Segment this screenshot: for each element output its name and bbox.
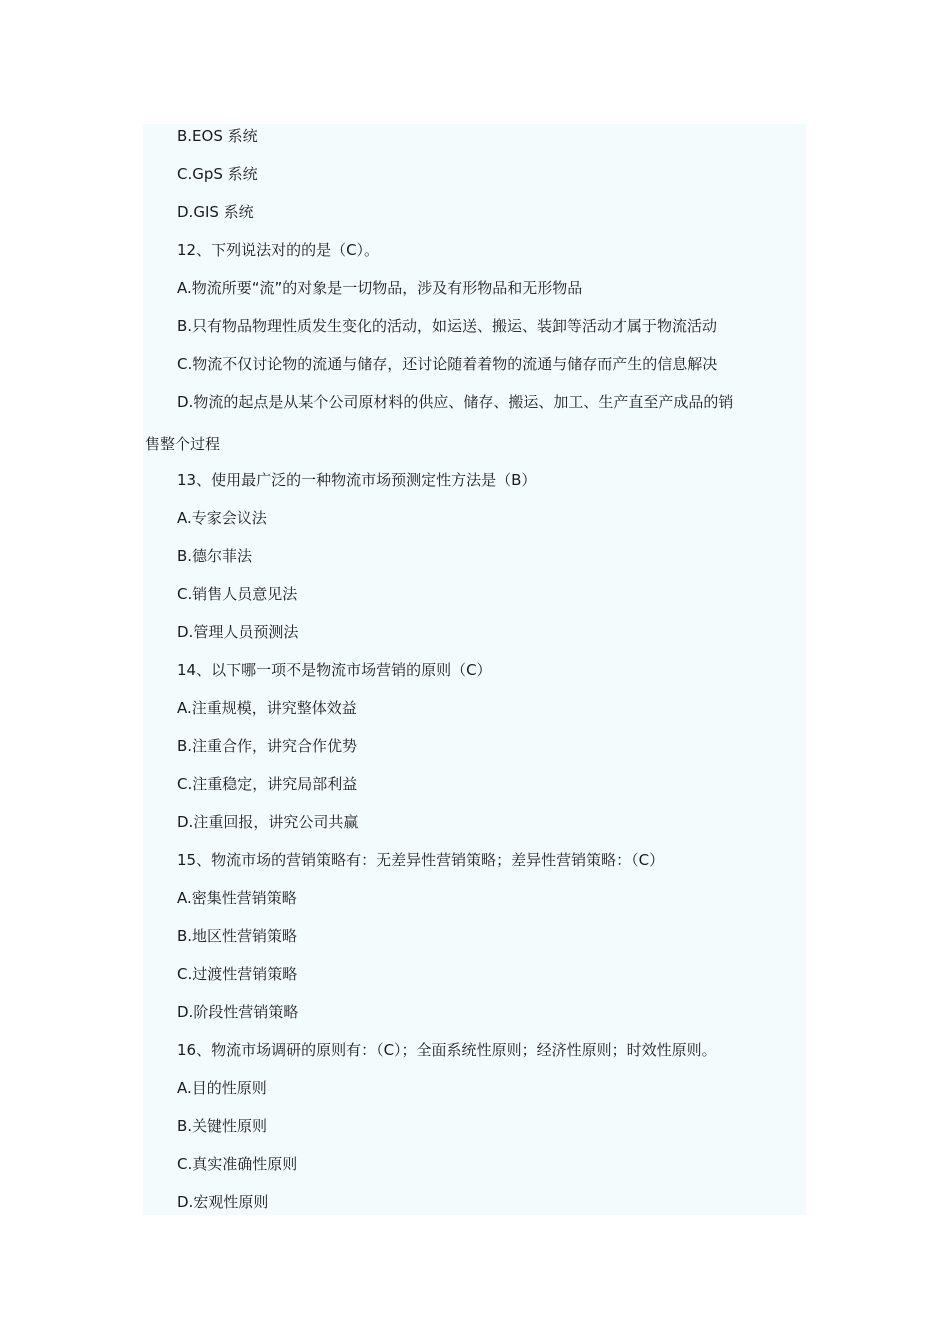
question-line: 12、下列说法对的的是（C）。 <box>177 241 380 259</box>
option-line: D.GIS 系统 <box>177 203 254 221</box>
option-line: A.专家会议法 <box>177 509 267 527</box>
option-line: C.GpS 系统 <box>177 165 258 183</box>
option-line: C.注重稳定，讲究局部利益 <box>177 775 358 793</box>
question-line: 15、物流市场的营销策略有：无差异性营销策略；差异性营销策略：（C） <box>177 851 665 869</box>
option-line: A.密集性营销策略 <box>177 889 297 907</box>
option-line: C.真实准确性原则 <box>177 1155 298 1173</box>
option-line: D.物流的起点是从某个公司原材料的供应、储存、搬运、加工、生产直至产成品的销 <box>177 393 734 411</box>
option-line: B.关键性原则 <box>177 1117 268 1135</box>
question-line: 16、物流市场调研的原则有：（C）；全面系统性原则；经济性原则；时效性原则。 <box>177 1041 717 1059</box>
option-line: D.阶段性营销策略 <box>177 1003 299 1021</box>
option-line: C.物流不仅讨论物的流通与储存，还讨论随着着物的流通与储存而产生的信息解决 <box>177 355 718 373</box>
option-line: D.管理人员预测法 <box>177 623 299 641</box>
option-line: D.注重回报，讲究公司共赢 <box>177 813 359 831</box>
continuation-line: 售整个过程 <box>145 435 221 453</box>
option-line: C.销售人员意见法 <box>177 585 298 603</box>
option-line: A.目的性原则 <box>177 1079 267 1097</box>
question-line: 14、以下哪一项不是物流市场营销的原则（C） <box>177 661 492 679</box>
question-line: 13、使用最广泛的一种物流市场预测定性方法是（B） <box>177 471 537 489</box>
option-line: B.只有物品物理性质发生变化的活动，如运送、搬运、装卸等活动才属于物流活动 <box>177 317 718 335</box>
option-line: A.物流所要“流”的对象是一切物品，涉及有形物品和无形物品 <box>177 279 583 297</box>
option-line: B.德尔菲法 <box>177 547 253 565</box>
option-line: B.EOS 系统 <box>177 127 258 145</box>
option-line: B.注重合作，讲究合作优势 <box>177 737 358 755</box>
option-line: B.地区性营销策略 <box>177 927 298 945</box>
option-line: D.宏观性原则 <box>177 1193 269 1211</box>
option-line: C.过渡性营销策略 <box>177 965 298 983</box>
option-line: A.注重规模，讲究整体效益 <box>177 699 357 717</box>
